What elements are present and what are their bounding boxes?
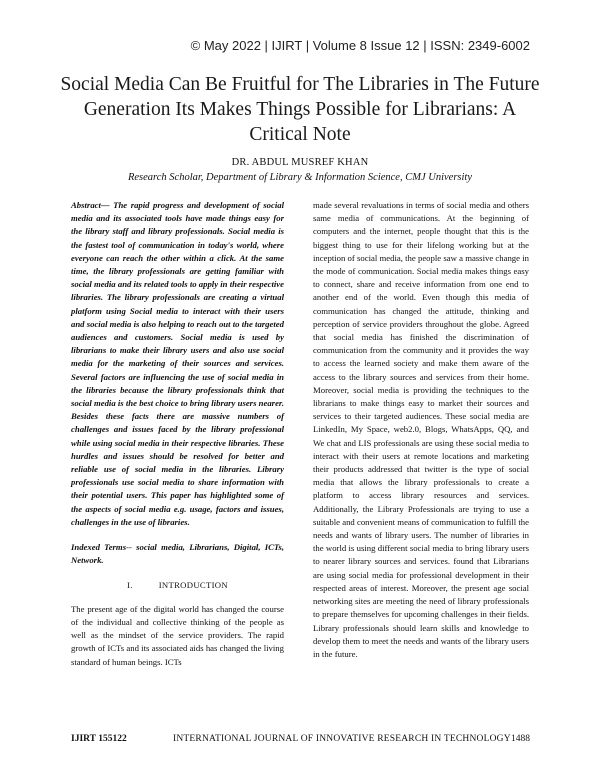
section-title: INTRODUCTION (158, 580, 228, 591)
section-heading (71, 579, 284, 592)
footer-page-number: 1488 (511, 734, 530, 744)
author-name: DR. ABDUL MUSREF KHAN (231, 157, 369, 168)
intro-paragraph-right: made several revaluations in terms of social media and others same media of communications. At the beginning of computers and the internet, people thought that this is the biggest thing to use for their lifelong working but at the inception of social media, the people saw a massive change in the mode of communication. Social media makes things easy to connect, share and receive information from one end to another end of the world. Even though this media of communication has changed the attitude, thinking and perception of service providers throughout the globe. Agreed that social media has finished the discrimination of communication from the community and it provides the way to access the learned society and make them aware of the access to the library sources and services from their home. Moreover, social media is providing the techniques to the librarians to make things easy to market their sources and services to their targeted audiences. These social media are LinkedIn, My Space, web2.0, Blogs, WhatsApps, QQ, and We chat and LIS professionals are using these social media to interact with their users at remote locations and marketing their products addressed that twitter is the type of social media that allows the library professionals to create a platform to access library resources and services. Additionally, the Library Professionals are trying to use a suitable and convenient means of communication to fulfill the needs and wants of library users. The number of libraries in the world is using different social media to bring library users to nearer library sources and services. found that Librarians are using social media for professional development in their respected areas of interest. Moreover, the present age social networking sites are meeting the need of library professionals to prepare themselves for upcoming challenges in their fields. Library professionals should learn skills and knowledge to develop them to meet the needs and wants of the library users in the future. (313, 200, 529, 659)
abstract-text: The rapid progress and development of social media and its associated tools have made things easy for the library staff and library professionals. Social media is the fastest tool of communication in today's world, where everyone can reach the other within a click. At the same time, the library professionals are getting familiar with social media and its related tools to apply in their respective libraries. The library professionals are creating a virtual platform using Social media to interact with their users and social media is also helping to reach out to the targeted audiences and customers. Social media is used by librarians to make their library users and also use social media for the marketing of their sources and services. Several factors are influencing the use of social media in the libraries because the library professionals think that social media is the best choice to bring library users nearer. Besides these facts there are massive numbers of challenges and issues faced by the library professional while using social media in their respective libraries. These hurdles and issues should be resolved for better and reliable use of social media in the libraries. Library professionals use social media to share information with their potential users. This paper has highlighted some of the aspects of social media e.g. usage, factors and issues, challenges in the use of libraries. (71, 200, 284, 527)
abstract-label: Abstract— (71, 200, 110, 210)
right-column (313, 199, 529, 661)
footer-journal-name: INTERNATIONAL JOURNAL OF INNOVATIVE RESEARCH IN TECHNOLOGY (173, 734, 511, 744)
left-column (71, 199, 284, 669)
journal-header: © May 2022 | IJIRT | Volume 8 Issue 12 | ISSN: 2349-6002 (190, 38, 530, 53)
author-affiliation: Research Scholar, Department of Library & Information Science, CMJ University (127, 172, 472, 183)
footer-paper-id: IJIRT 155122 (71, 734, 127, 744)
paper-title: Social Media Can Be Fruitful for The Libraries in The Future Generation Its Makes Things Possible for Librarians: A Critical Note (60, 74, 540, 145)
intro-paragraph-left: The present age of the digital world has changed the course of the individual and collective thinking of the people as well as the mindset of the service providers. The rapid growth of ICTs and its associated aids has changed the living standard of human beings. ICTs (71, 603, 284, 667)
index-terms: Indexed Terms-- social media, Librarians, Digital, ICTs, Network. (71, 542, 284, 566)
abstract (71, 199, 284, 529)
section-number: I. (127, 580, 133, 591)
